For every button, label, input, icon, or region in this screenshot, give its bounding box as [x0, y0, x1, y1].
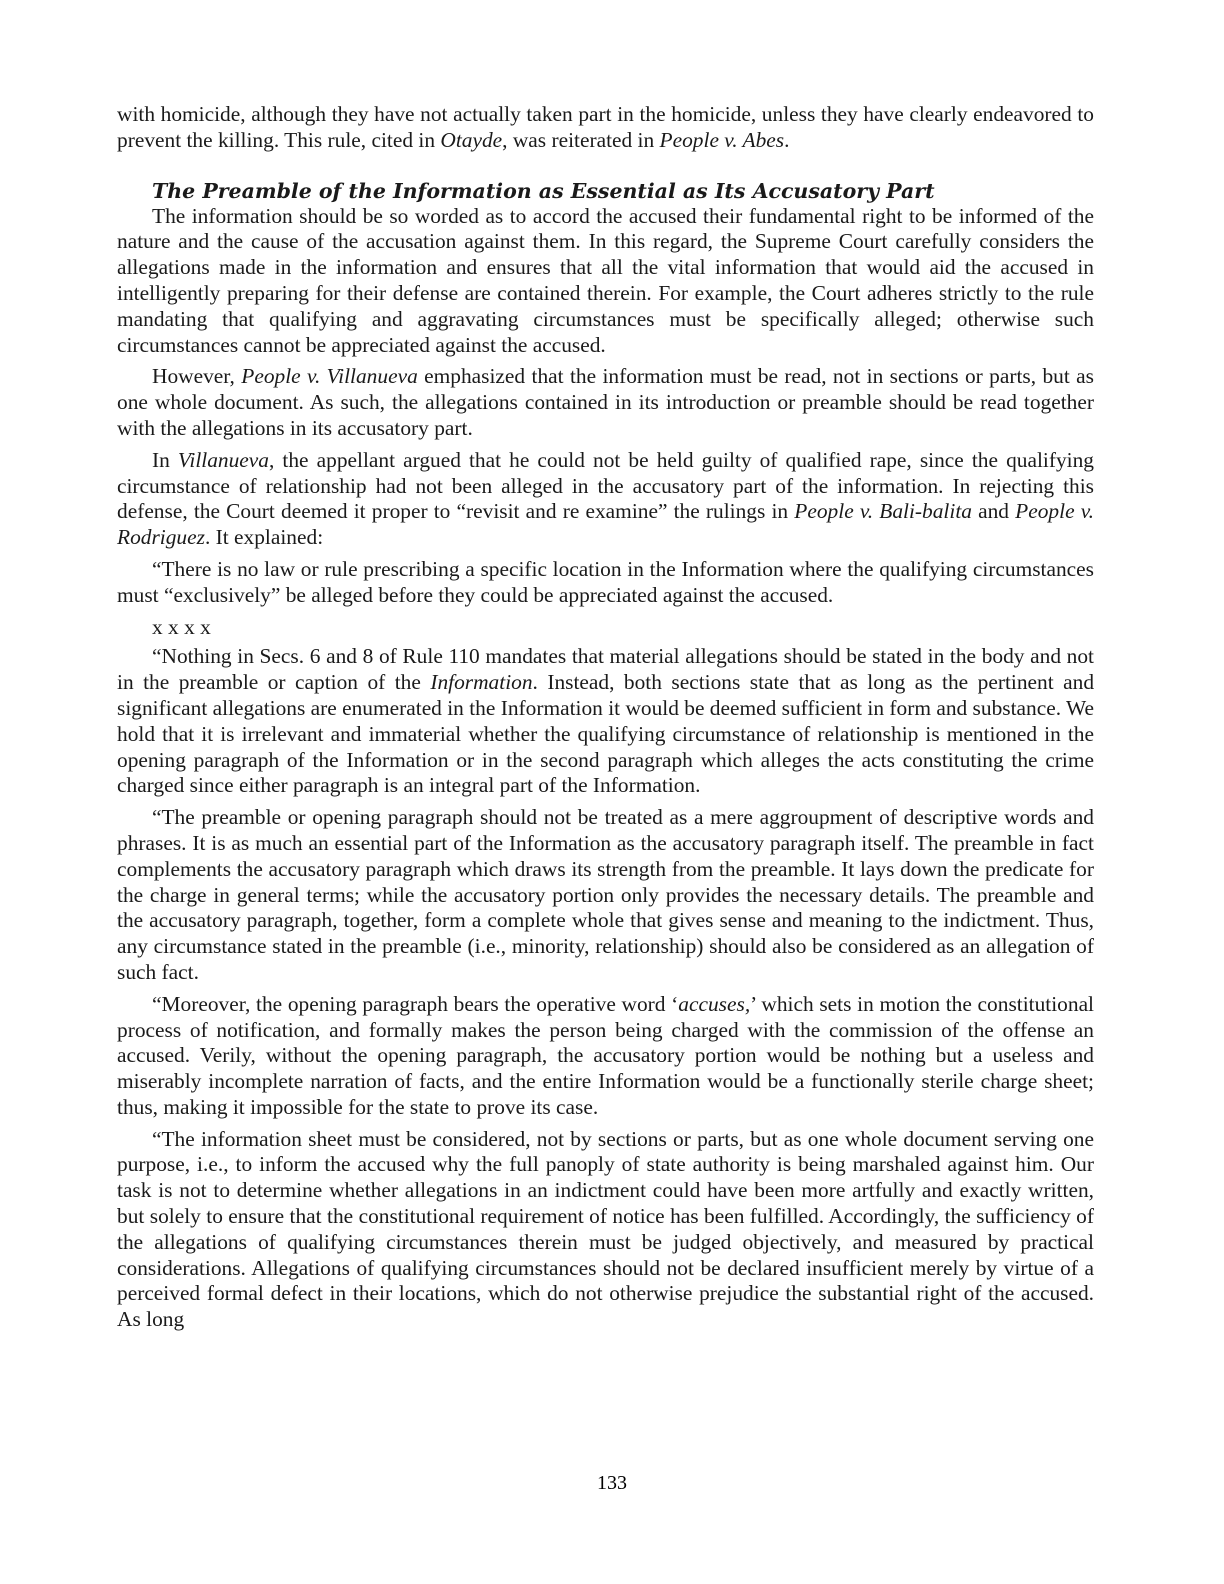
quoted-paragraph: “The preamble or opening paragraph should not be treated as a mere aggroupment of descriptive words and phrases. It is as much an essential part of the Information as the accusatory paragraph itself. The preamble in fact complements the accusatory paragraph which draws its strength from the preamble. It lays down the predicate for the charge in general terms; while the accusatory portion only provides the necessary details. The preamble and the accusatory paragraph, together, form a complete whole that gives sense and meaning to the indictment. Thus, any circumstance stated in the preamble (i.e., minority, relationship) should also be considered as an allegation of such fact.	[117, 805, 1094, 984]
quoted-paragraph: “The information sheet must be considered, not by sections or parts, but as one whole document serving one purpose, i.e., to inform the accused why the full panoply of state authority is being marshaled against him. Our task is not to determine whether allegations in an indictment could have been more artfully and exactly written, but solely to ensure that the constitutional requirement of notice has been fulfilled. Accordingly, the sufficiency of the allegations of qualifying circumstances therein must be judged objectively, and measured by practical considerations. Allegations of qualifying circumstances should not be declared insufficient merely by virtue of a perceived formal defect in their locations, which do not otherwise prejudice the substantial right of the accused. As long	[117, 1126, 1094, 1332]
quoted-paragraph: “Moreover, the opening paragraph bears the operative word ‘accuses,’ which sets in motion the constitutional process of notification, and formally makes the person being charged with the commission of the offense an accused. Verily, without the opening paragraph, the accusatory portion would be nothing but a useless and miserably incomplete narration of facts, and the entire Information would be a functionally sterile charge sheet; thus, making it impossible for the state to prove its case.	[117, 991, 1095, 1119]
emphasis-text: accuses,	[678, 991, 751, 1016]
case-citation: People v. Villanueva	[241, 364, 418, 389]
case-citation: People v. Abes	[659, 127, 785, 152]
paragraph: The information should be so worded as to accord the accused their fundamental right to be informed of the nature and the cause of the accusation against them. In this regard, the Supreme Court carefully considers the allegations made in the information and ensures that all the vital information that would aid the accused in intelligently preparing for their defense are contained therein. For example, the Court adheres strictly to the rule mandating that qualifying and aggravating circumstances must be specifically alleged; otherwise such circumstances cannot be appreciated against the accused.	[117, 203, 1094, 357]
paragraph: In Villanueva, the appellant argued that he could not be held guilty of qualified rape, since the qualifying circumstance of relationship had not been alleged in the accusatory part of the information. In rejecting this defense, the Court deemed it proper to “revisit and re examine” the rulings in People v. Bali-balita and People v. Rodriguez. It explained:	[117, 447, 1095, 550]
case-citation: People v. Rodriguez	[117, 499, 1094, 550]
case-citation: Villanueva	[177, 447, 269, 472]
quoted-paragraph: “There is no law or rule prescribing a specific location in the Information where the qualifying circumstances must “exclusively” be alleged before they could be appreciated against the accused.	[117, 556, 1094, 607]
paragraph: However, People v. Villanueva emphasized that the information must be read, not in sections or parts, but as one whole document. As such, the allegations contained in its introduction or preamble should be read together with the allegations in its accusatory part.	[117, 364, 1094, 440]
case-citation: People v. Bali-balita	[794, 499, 972, 524]
omission-separator: x x x x	[152, 614, 211, 639]
case-citation: Otayde	[440, 127, 503, 152]
quoted-paragraph: “Nothing in Secs. 6 and 8 of Rule 110 mandates that material allegations should be stated in the body and not in the preamble or caption of the Information. Instead, both sections state that as long as the pertinent and significant allegations are enumerated in the Information it would be deemed sufficient in form and substance. We hold that it is irrelevant and immaterial whether the qualifying circumstance of relationship is mentioned in the opening paragraph of the Information or in the second paragraph which alleges the acts constituting the crime charged since either paragraph is an integral part of the Information.	[117, 644, 1095, 798]
page-number: 133	[597, 1472, 627, 1494]
paragraph-continuation: with homicide, although they have not actually taken part in the homicide, unless they have clearly endeavored to prevent the killing. This rule, cited in Otayde, was reiterated in People v. Abes.	[117, 102, 1094, 152]
emphasis-text: Information	[430, 670, 533, 695]
document-page	[117, 102, 1094, 1339]
section-heading: The Preamble of the Information as Essential as Its Accusatory Part	[152, 178, 935, 203]
